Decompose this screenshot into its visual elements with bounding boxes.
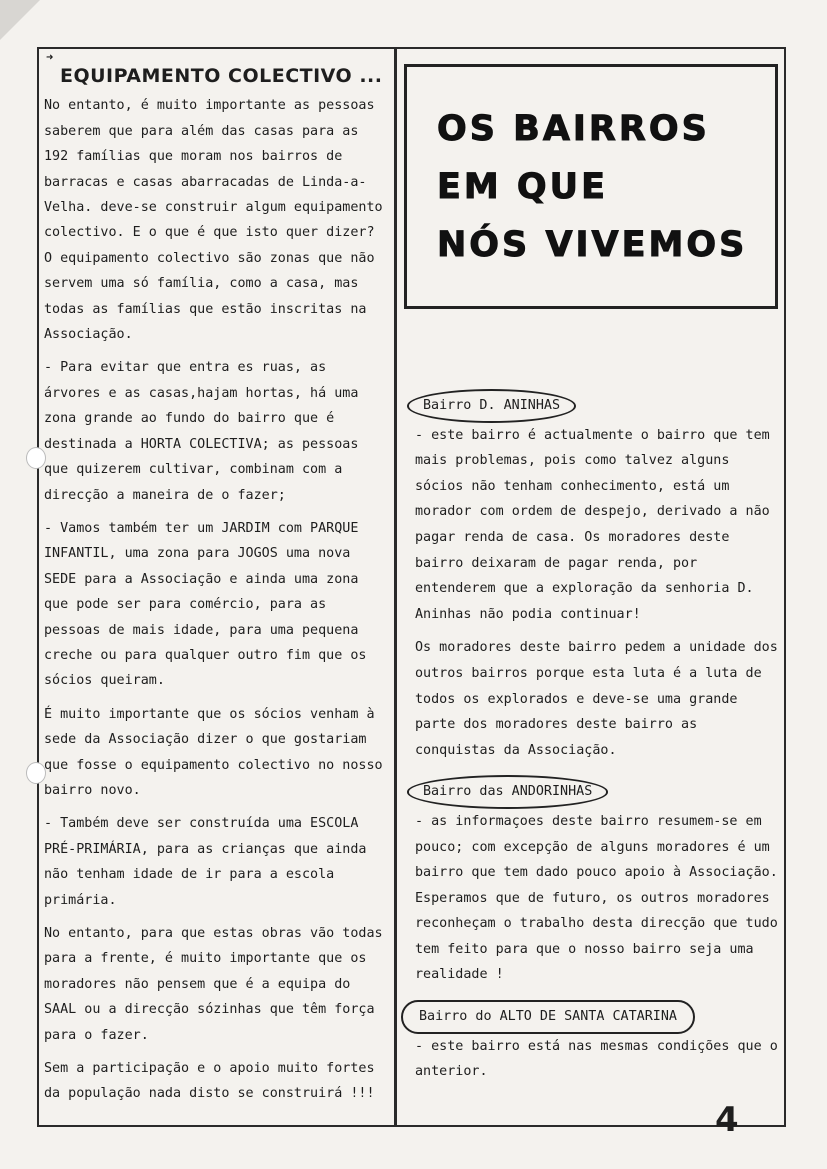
paragraph-3: - Vamos também ter um JARDIM com PARQUE INFANTIL, uma zona para JOGOS uma nova SEDE para a Associação e ainda uma zona que pode ser para comércio, para as pessoas de mais idade, para uma pequena creche ou para qualquer outro fim que os sócios queiram. (44, 520, 367, 689)
title-line-3: NÓS VIVEMOS (437, 224, 748, 265)
bairro-paragraph: - as informaçoes deste bairro resumem-se em pouco; com excepção de alguns moradores é um bairro que tem dado pouco apoio à Associação. Esperamos que de futuro, os outros moradores reconheçam o trabalho desta direcção que tudo tem feito para que o nosso bairro seja uma realidade ! (415, 813, 778, 983)
bairro-section (415, 385, 780, 763)
page-corner-fold (0, 0, 40, 40)
paragraph-6: No entanto, para que estas obras vão todas para a frente, é muito importante que os moradores não pensem que é a equipa do SAAL ou a direcção sózinhas que têm força para o fazer. (44, 926, 383, 1043)
bairro-label-andorinhas: Bairro das ANDORINHAS (407, 775, 608, 809)
section-heading: EQUIPAMENTO COLECTIVO ... (60, 65, 383, 87)
paragraph-2: - Para evitar que entra es ruas, as árvores e as casas,hajam hortas, há uma zona grande ao fundo do bairro que é destinada a HORTA COLECTIVA; as pessoas que quizerem cultivar, combinam com a direcção a maneira de o fazer; (44, 360, 359, 503)
article-title-box (404, 64, 778, 309)
bairro-label-aninhas: Bairro D. ANINHAS (407, 389, 576, 423)
left-column (44, 52, 388, 1115)
paragraph-5: - Também deve ser construída uma ESCOLA PRÉ-PRIMÁRIA, para as crianças que ainda não tenham idade de ir para a escola primária. (44, 816, 367, 908)
paragraph-7: Sem a participação e o apoio muito fortes da população nada disto se construirá !!! (44, 1061, 375, 1102)
title-line-2: EM QUE (437, 166, 609, 207)
paragraph-4: É muito importante que os sócios venham à sede da Associação dizer o que gostariam que fosse o equipamento colectivo no nosso bairro novo. (44, 706, 383, 798)
bairro-paragraph: - este bairro está nas mesmas condições que o anterior. (415, 1038, 778, 1080)
bairro-section (415, 771, 780, 988)
arrow-mark-icon: ➜ (46, 50, 54, 64)
title-line-1: OS BAIRROS (437, 108, 710, 149)
paragraph-1: No entanto, é muito importante as pessoas saberem que para além das casas para as 192 famílias que moram nos bairros de barracas e casas abarracadas de Linda-a-Velha. deve-se construir algum equipamento colectivo. E o que é que isto quer dizer? O equipamento colectivo são zonas que não servem uma só família, como a casa, mas todas as famílias que estão inscritas na Associação. (44, 98, 383, 343)
column-divider (394, 47, 397, 1127)
right-column (415, 385, 780, 1093)
page-number: 4 (715, 1100, 739, 1140)
bairro-label-alto-santa-catarina: Bairro do ALTO DE SANTA CATARINA (401, 1000, 695, 1034)
bairro-paragraph: - este bairro é actualmente o bairro que tem mais problemas, pois como talvez alguns sócios não tenham conhecimento, está um morador com ordem de despejo, derivado a não pagar renda de casa. Os moradores deste bairro deixaram de pagar renda, por entenderem que a exploração da senhoria D. Aninhas não podia continuar! (415, 427, 770, 622)
punch-hole-bottom (26, 762, 46, 784)
punch-hole-top (26, 447, 46, 469)
bairro-section (415, 996, 780, 1085)
bairro-paragraph: Os moradores deste bairro pedem a unidade dos outros bairros porque esta luta é a luta de todos os explorados e deve-se uma grande parte dos moradores deste bairro as conquistas da Associação. (415, 640, 778, 758)
